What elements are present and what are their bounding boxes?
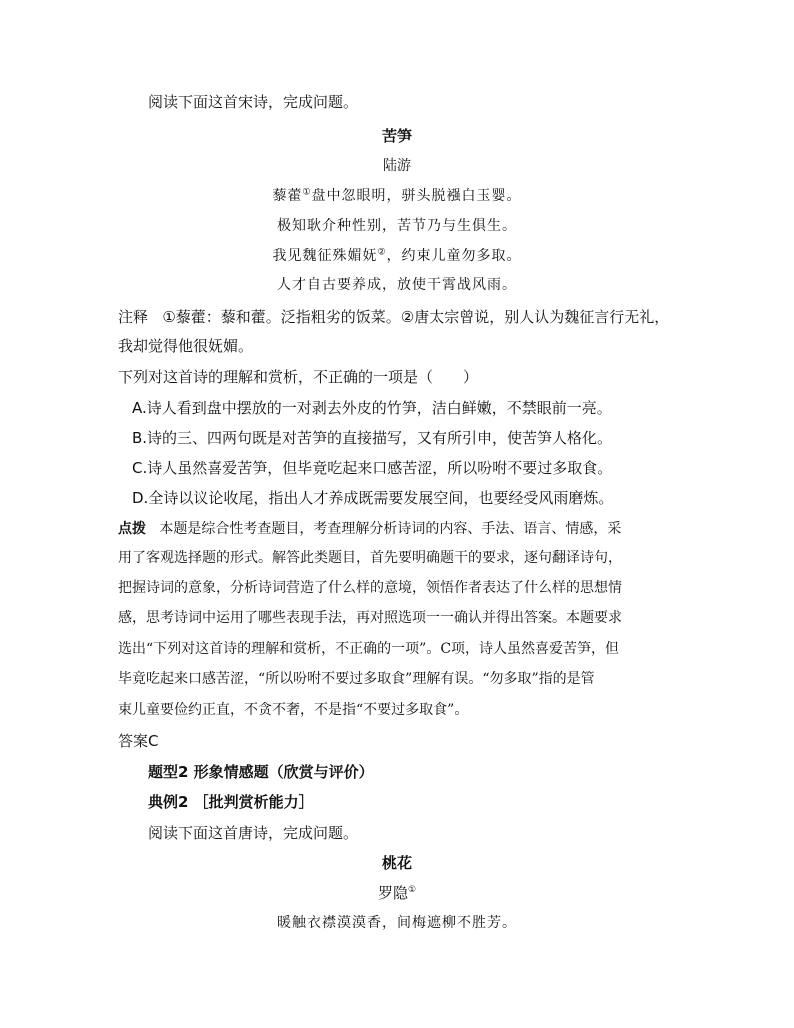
option-c: C.诗人虽然喜爱苦笋，但毕竟吃起来口感苦涩，所以吩咐不要过多取食。 bbox=[132, 459, 613, 477]
poem1-line-4: 人才自古要养成，放使干霄战风雨。 bbox=[277, 277, 517, 293]
analysis-label: 点拨 bbox=[118, 521, 146, 537]
analysis-line-2: 用了客观选择题的形式。解答此类题目，首先要明确题干的要求，逐句翻译诗句， bbox=[118, 550, 622, 566]
analysis-line-6: 毕竟吃起来口感苦涩，“所以吩咐不要过多取食”理解有误。“勿多取”指的是管 bbox=[118, 671, 595, 687]
answer: 答案C bbox=[118, 732, 159, 750]
poem1-line-1: 藜藿①盘中忽眼明，骈头脱襁白玉婴。 bbox=[272, 187, 522, 204]
question-type-heading: 题型2 形象情感题（欣赏与评价） bbox=[148, 763, 374, 781]
poem1-line-2: 极知耿介种性别，苦节乃与生俱生。 bbox=[277, 218, 517, 234]
analysis-line-3: 把握诗词的意象，分析诗词营造了什么样的意境，领悟作者表达了什么样的思想情 bbox=[118, 580, 622, 596]
section2-intro: 阅读下面这首唐诗，完成问题。 bbox=[148, 824, 359, 842]
notes-line-2: 我却觉得他很妩媚。 bbox=[118, 337, 254, 355]
poem1-line-3: 我见魏征殊媚妩②，约束儿童勿多取。 bbox=[272, 247, 522, 264]
footnote-ref-author: ① bbox=[407, 885, 417, 895]
notes-label: 注释 bbox=[118, 308, 149, 326]
option-b: B.诗的三、四两句既是对苦笋的直接描写，又有所引申，使苦笋人格化。 bbox=[132, 429, 613, 447]
notes-line-1: 注释 ①藜藿：藜和藿。泛指粗劣的饭菜。②唐太宗曾说，别人认为魏征言行无礼， bbox=[118, 308, 670, 326]
poem1-title: 苦笋 bbox=[381, 127, 412, 145]
footnote-ref-2: ② bbox=[377, 247, 387, 258]
option-d: D.全诗以议论收尾，指出人才养成既需要发展空间，也要经受风雨磨炼。 bbox=[132, 489, 614, 507]
example-heading: 典例2 ［批判赏析能力］ bbox=[148, 793, 314, 811]
analysis-line-4: 感，思考诗词中运用了哪些表现手法，再对照选项一一确认并得出答案。本题要求 bbox=[118, 610, 622, 626]
poem2-title: 桃花 bbox=[381, 854, 412, 872]
analysis-line-1: 点拨 本题是综合性考查题目，考查理解分析诗词的内容、手法、语言、情感，采 bbox=[118, 521, 622, 537]
analysis-line-7: 束儿童要俭约正直，不贪不奢，不是指“不要过多取食”。 bbox=[118, 702, 469, 718]
section1-intro: 阅读下面这首宋诗，完成问题。 bbox=[148, 93, 359, 111]
option-a: A.诗人看到盘中摆放的一对剥去外皮的竹笋，洁白鲜嫩，不禁眼前一亮。 bbox=[132, 399, 612, 417]
question-stem: 下列对这首诗的理解和赏析，不正确的一项是（ ） bbox=[118, 368, 479, 386]
poem1-author: 陆游 bbox=[383, 158, 411, 174]
poem2-author: 罗隐① bbox=[377, 884, 417, 902]
analysis-line-5: 选出“下列对这首诗的理解和赏析，不正确的一项”。C项，诗人虽然喜爱苦笋，但 bbox=[118, 641, 620, 657]
footnote-ref-1: ① bbox=[302, 187, 312, 198]
poem2-line-1: 暖触衣襟漠漠香，间梅遮柳不胜芳。 bbox=[277, 915, 517, 931]
